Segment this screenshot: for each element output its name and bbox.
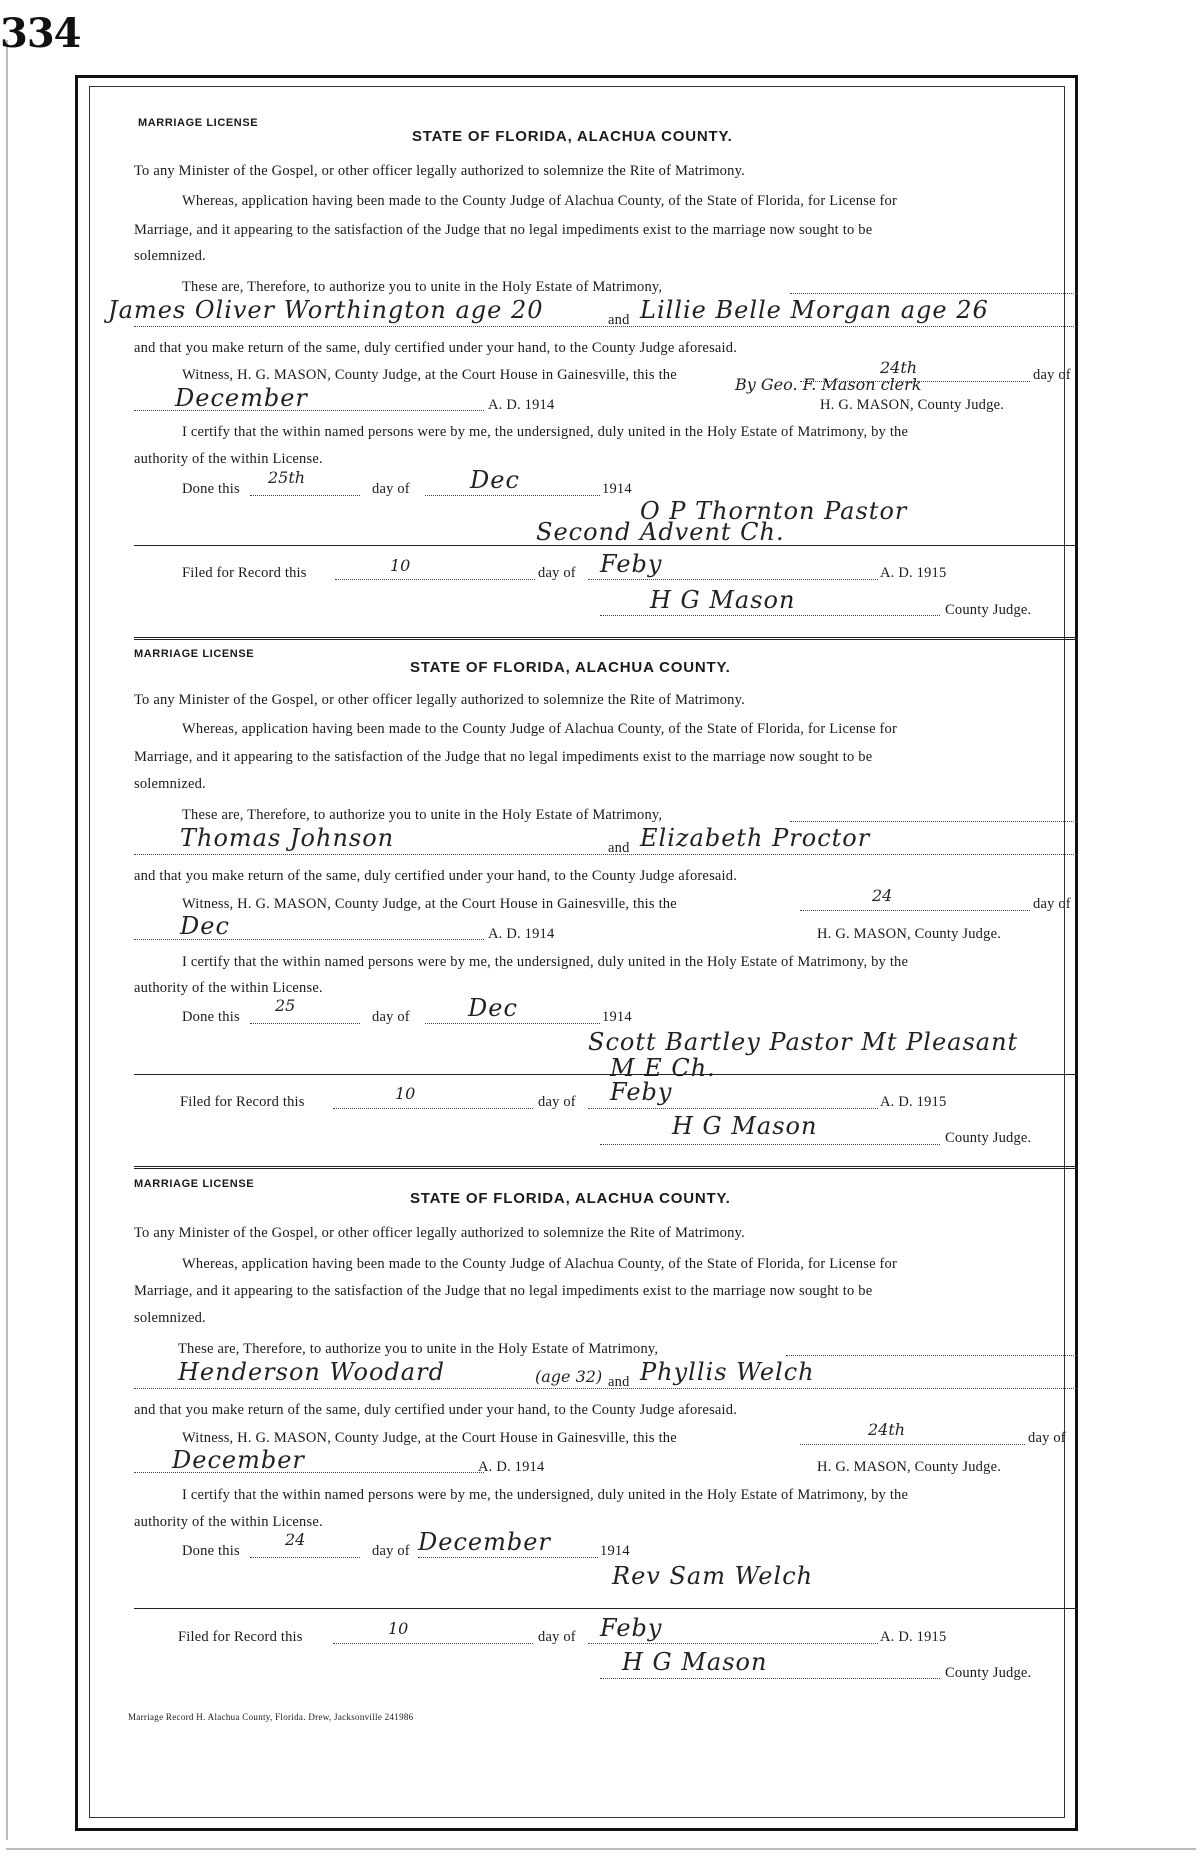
minister-paragraph: To any Minister of the Gospel, or other officer legally authorized to solemnize the Rite of Matrimony. xyxy=(134,692,745,708)
dotted-line xyxy=(600,615,940,616)
witness-month: December xyxy=(175,384,308,412)
dotted-line xyxy=(600,1144,940,1145)
whereas-line-3: solemnized. xyxy=(134,1310,206,1326)
county-judge-label: County Judge. xyxy=(945,602,1032,618)
whereas-line-3: solemnized. xyxy=(134,776,206,792)
minister-paragraph: To any Minister of the Gospel, or other officer legally authorized to solemnize the Rite of Matrimony. xyxy=(134,163,745,179)
judge-signature-label: H. G. MASON, County Judge. xyxy=(820,397,1005,413)
dotted-line xyxy=(425,1023,600,1024)
done-day: 25th xyxy=(268,468,306,487)
authorize-line: These are, Therefore, to authorize you to unite in the Holy Estate of Matrimony, xyxy=(182,279,663,295)
certify-line-2: authority of the within License. xyxy=(134,451,323,467)
whereas-line-1: Whereas, application having been made to the County Judge of Alachua County, of the State of Florida, for License for xyxy=(182,193,898,209)
license-title: STATE OF FLORIDA, ALACHUA COUNTY. xyxy=(410,1190,731,1207)
whereas-line-2: Marriage, and it appearing to the satisfaction of the Judge that no legal impediments exist to the marriage now sought to be xyxy=(134,749,873,765)
dotted-line xyxy=(250,495,360,496)
done-month: Dec xyxy=(468,994,518,1022)
county-judge-label: County Judge. xyxy=(945,1130,1032,1146)
officiant-signature: Rev Sam Welch xyxy=(612,1562,814,1590)
certify-line-2: authority of the within License. xyxy=(134,980,323,996)
footer-note: Marriage Record H. Alachua County, Florida. Drew, Jacksonville 241986 xyxy=(128,1712,414,1722)
done-year: 1914 xyxy=(600,1543,630,1559)
ad-year-label: A. D. 1914 xyxy=(488,397,555,413)
section-divider xyxy=(134,637,1078,640)
dotted-line xyxy=(250,1023,360,1024)
groom-name: James Oliver Worthington age 20 xyxy=(108,296,544,324)
separator-rule xyxy=(134,1074,1078,1075)
done-day: 24 xyxy=(285,1530,306,1549)
done-month: December xyxy=(418,1528,551,1556)
dotted-line xyxy=(134,410,484,411)
done-day: 25 xyxy=(275,996,296,1015)
done-year: 1914 xyxy=(602,1009,632,1025)
filed-year: A. D. 1915 xyxy=(880,1094,947,1110)
section-divider xyxy=(134,1166,1078,1169)
filed-month: Feby xyxy=(600,1614,663,1642)
dotted-line xyxy=(800,1444,1025,1445)
judge-signature-label: H. G. MASON, County Judge. xyxy=(817,926,1002,942)
day-of-label: day of xyxy=(538,1094,576,1110)
dotted-line xyxy=(134,939,484,940)
dotted-line xyxy=(134,1472,484,1473)
day-of-label: day of xyxy=(538,1629,576,1645)
dotted-line xyxy=(588,579,878,580)
witness-day: 24th xyxy=(868,1420,906,1439)
whereas-line-1: Whereas, application having been made to the County Judge of Alachua County, of the State of Florida, for License for xyxy=(182,721,898,737)
witness-day: 24 xyxy=(872,886,893,905)
witness-line: Witness, H. G. MASON, County Judge, at the Court House in Gainesville, this the xyxy=(182,1430,677,1446)
dotted-line xyxy=(134,1388,1078,1389)
license-title: STATE OF FLORIDA, ALACHUA COUNTY. xyxy=(412,128,733,145)
groom-name: Henderson Woodard xyxy=(178,1358,445,1386)
dotted-line xyxy=(134,326,1078,327)
ad-year-label: A. D. 1914 xyxy=(478,1459,545,1475)
and-label: and xyxy=(608,312,630,328)
judge-signature: H G Mason xyxy=(672,1112,818,1140)
bride-name: Elizabeth Proctor xyxy=(640,824,871,852)
license-label: MARRIAGE LICENSE xyxy=(138,117,259,129)
day-of-label: day of xyxy=(1028,1430,1066,1446)
filed-day: 10 xyxy=(395,1084,416,1103)
witness-month: Dec xyxy=(180,912,230,940)
day-of-label: day of xyxy=(372,1543,410,1559)
dotted-line xyxy=(800,910,1030,911)
whereas-line-3: solemnized. xyxy=(134,248,206,264)
dotted-line xyxy=(333,1643,533,1644)
dotted-line xyxy=(418,1557,598,1558)
officiant-church: M E Ch. xyxy=(610,1054,716,1082)
filed-month: Feby xyxy=(610,1078,673,1106)
witness-month: December xyxy=(172,1446,305,1474)
dotted-line xyxy=(588,1108,878,1109)
license-title: STATE OF FLORIDA, ALACHUA COUNTY. xyxy=(410,659,731,676)
separator-rule xyxy=(134,1608,1078,1609)
dotted-line xyxy=(134,854,1078,855)
minister-paragraph: To any Minister of the Gospel, or other officer legally authorized to solemnize the Rite of Matrimony. xyxy=(134,1225,745,1241)
day-of-label: day of xyxy=(1033,367,1071,383)
separator-rule xyxy=(134,545,1078,546)
ad-year-label: A. D. 1914 xyxy=(488,926,555,942)
done-month: Dec xyxy=(470,466,520,494)
witness-line: Witness, H. G. MASON, County Judge, at the Court House in Gainesville, this the xyxy=(182,896,677,912)
judge-signature: H G Mason xyxy=(650,586,796,614)
whereas-line-2: Marriage, and it appearing to the satisfaction of the Judge that no legal impediments exist to the marriage now sought to be xyxy=(134,1283,873,1299)
authorize-line: These are, Therefore, to authorize you to unite in the Holy Estate of Matrimony, xyxy=(182,807,663,823)
certify-line-2: authority of the within License. xyxy=(134,1514,323,1530)
scan-edge-bottom xyxy=(6,1848,1196,1850)
certify-line-1: I certify that the within named persons were by me, the undersigned, duly united in the Holy Estate of Matrimony, by the xyxy=(182,954,909,970)
and-label: and xyxy=(608,1374,630,1390)
filed-year: A. D. 1915 xyxy=(880,565,947,581)
groom-name: Thomas Johnson xyxy=(180,824,395,852)
dotted-line xyxy=(425,495,600,496)
return-line: and that you make return of the same, duly certified under your hand, to the County Judge aforesaid. xyxy=(134,1402,738,1418)
judge-signature: H G Mason xyxy=(622,1648,768,1676)
bride-name: Phyllis Welch xyxy=(640,1358,815,1386)
filed-month: Feby xyxy=(600,550,663,578)
page-number: 334 xyxy=(0,10,81,57)
filed-label: Filed for Record this xyxy=(182,565,307,581)
groom-age: (age 32) xyxy=(535,1367,603,1386)
whereas-line-2: Marriage, and it appearing to the satisfaction of the Judge that no legal impediments exist to the marriage now sought to be xyxy=(134,222,873,238)
certify-line-1: I certify that the within named persons were by me, the undersigned, duly united in the Holy Estate of Matrimony, by the xyxy=(182,424,909,440)
clerk-note: By Geo. F. Mason clerk xyxy=(735,375,922,394)
certify-line-1: I certify that the within named persons were by me, the undersigned, duly united in the Holy Estate of Matrimony, by the xyxy=(182,1487,909,1503)
witness-line: Witness, H. G. MASON, County Judge, at the Court House in Gainesville, this the xyxy=(182,367,677,383)
officiant-church: Second Advent Ch. xyxy=(536,518,785,546)
authorize-line: These are, Therefore, to authorize you to unite in the Holy Estate of Matrimony, xyxy=(178,1341,659,1357)
filed-label: Filed for Record this xyxy=(178,1629,303,1645)
dotted-line xyxy=(250,1557,360,1558)
dotted-line xyxy=(790,293,1078,294)
done-year: 1914 xyxy=(602,481,632,497)
filed-day: 10 xyxy=(388,1619,409,1638)
done-this-label: Done this xyxy=(182,481,240,497)
filed-day: 10 xyxy=(390,556,411,575)
day-of-label: day of xyxy=(372,481,410,497)
dotted-line xyxy=(335,579,535,580)
dotted-line xyxy=(333,1108,533,1109)
officiant-signature: O P Thornton Pastor xyxy=(640,497,908,525)
day-of-label: day of xyxy=(372,1009,410,1025)
license-label: MARRIAGE LICENSE xyxy=(134,648,255,660)
and-label: and xyxy=(608,840,630,856)
day-of-label: day of xyxy=(538,565,576,581)
return-line: and that you make return of the same, duly certified under your hand, to the County Judge aforesaid. xyxy=(134,868,738,884)
judge-signature-label: H. G. MASON, County Judge. xyxy=(817,1459,1002,1475)
bride-name: Lillie Belle Morgan age 26 xyxy=(640,296,989,324)
whereas-line-1: Whereas, application having been made to the County Judge of Alachua County, of the State of Florida, for License for xyxy=(182,1256,898,1272)
license-label: MARRIAGE LICENSE xyxy=(134,1178,255,1190)
return-line: and that you make return of the same, duly certified under your hand, to the County Judge aforesaid. xyxy=(134,340,738,356)
dotted-line xyxy=(600,1678,940,1679)
done-this-label: Done this xyxy=(182,1009,240,1025)
officiant-signature: Scott Bartley Pastor Mt Pleasant xyxy=(588,1028,1019,1056)
dotted-line xyxy=(790,821,1078,822)
county-judge-label: County Judge. xyxy=(945,1665,1032,1681)
dotted-line xyxy=(786,1355,1078,1356)
scan-edge-left xyxy=(6,40,8,1840)
witness-day: 24th xyxy=(880,358,918,377)
done-this-label: Done this xyxy=(182,1543,240,1559)
filed-label: Filed for Record this xyxy=(180,1094,305,1110)
dotted-line xyxy=(588,1643,878,1644)
day-of-label: day of xyxy=(1033,896,1071,912)
filed-year: A. D. 1915 xyxy=(880,1629,947,1645)
